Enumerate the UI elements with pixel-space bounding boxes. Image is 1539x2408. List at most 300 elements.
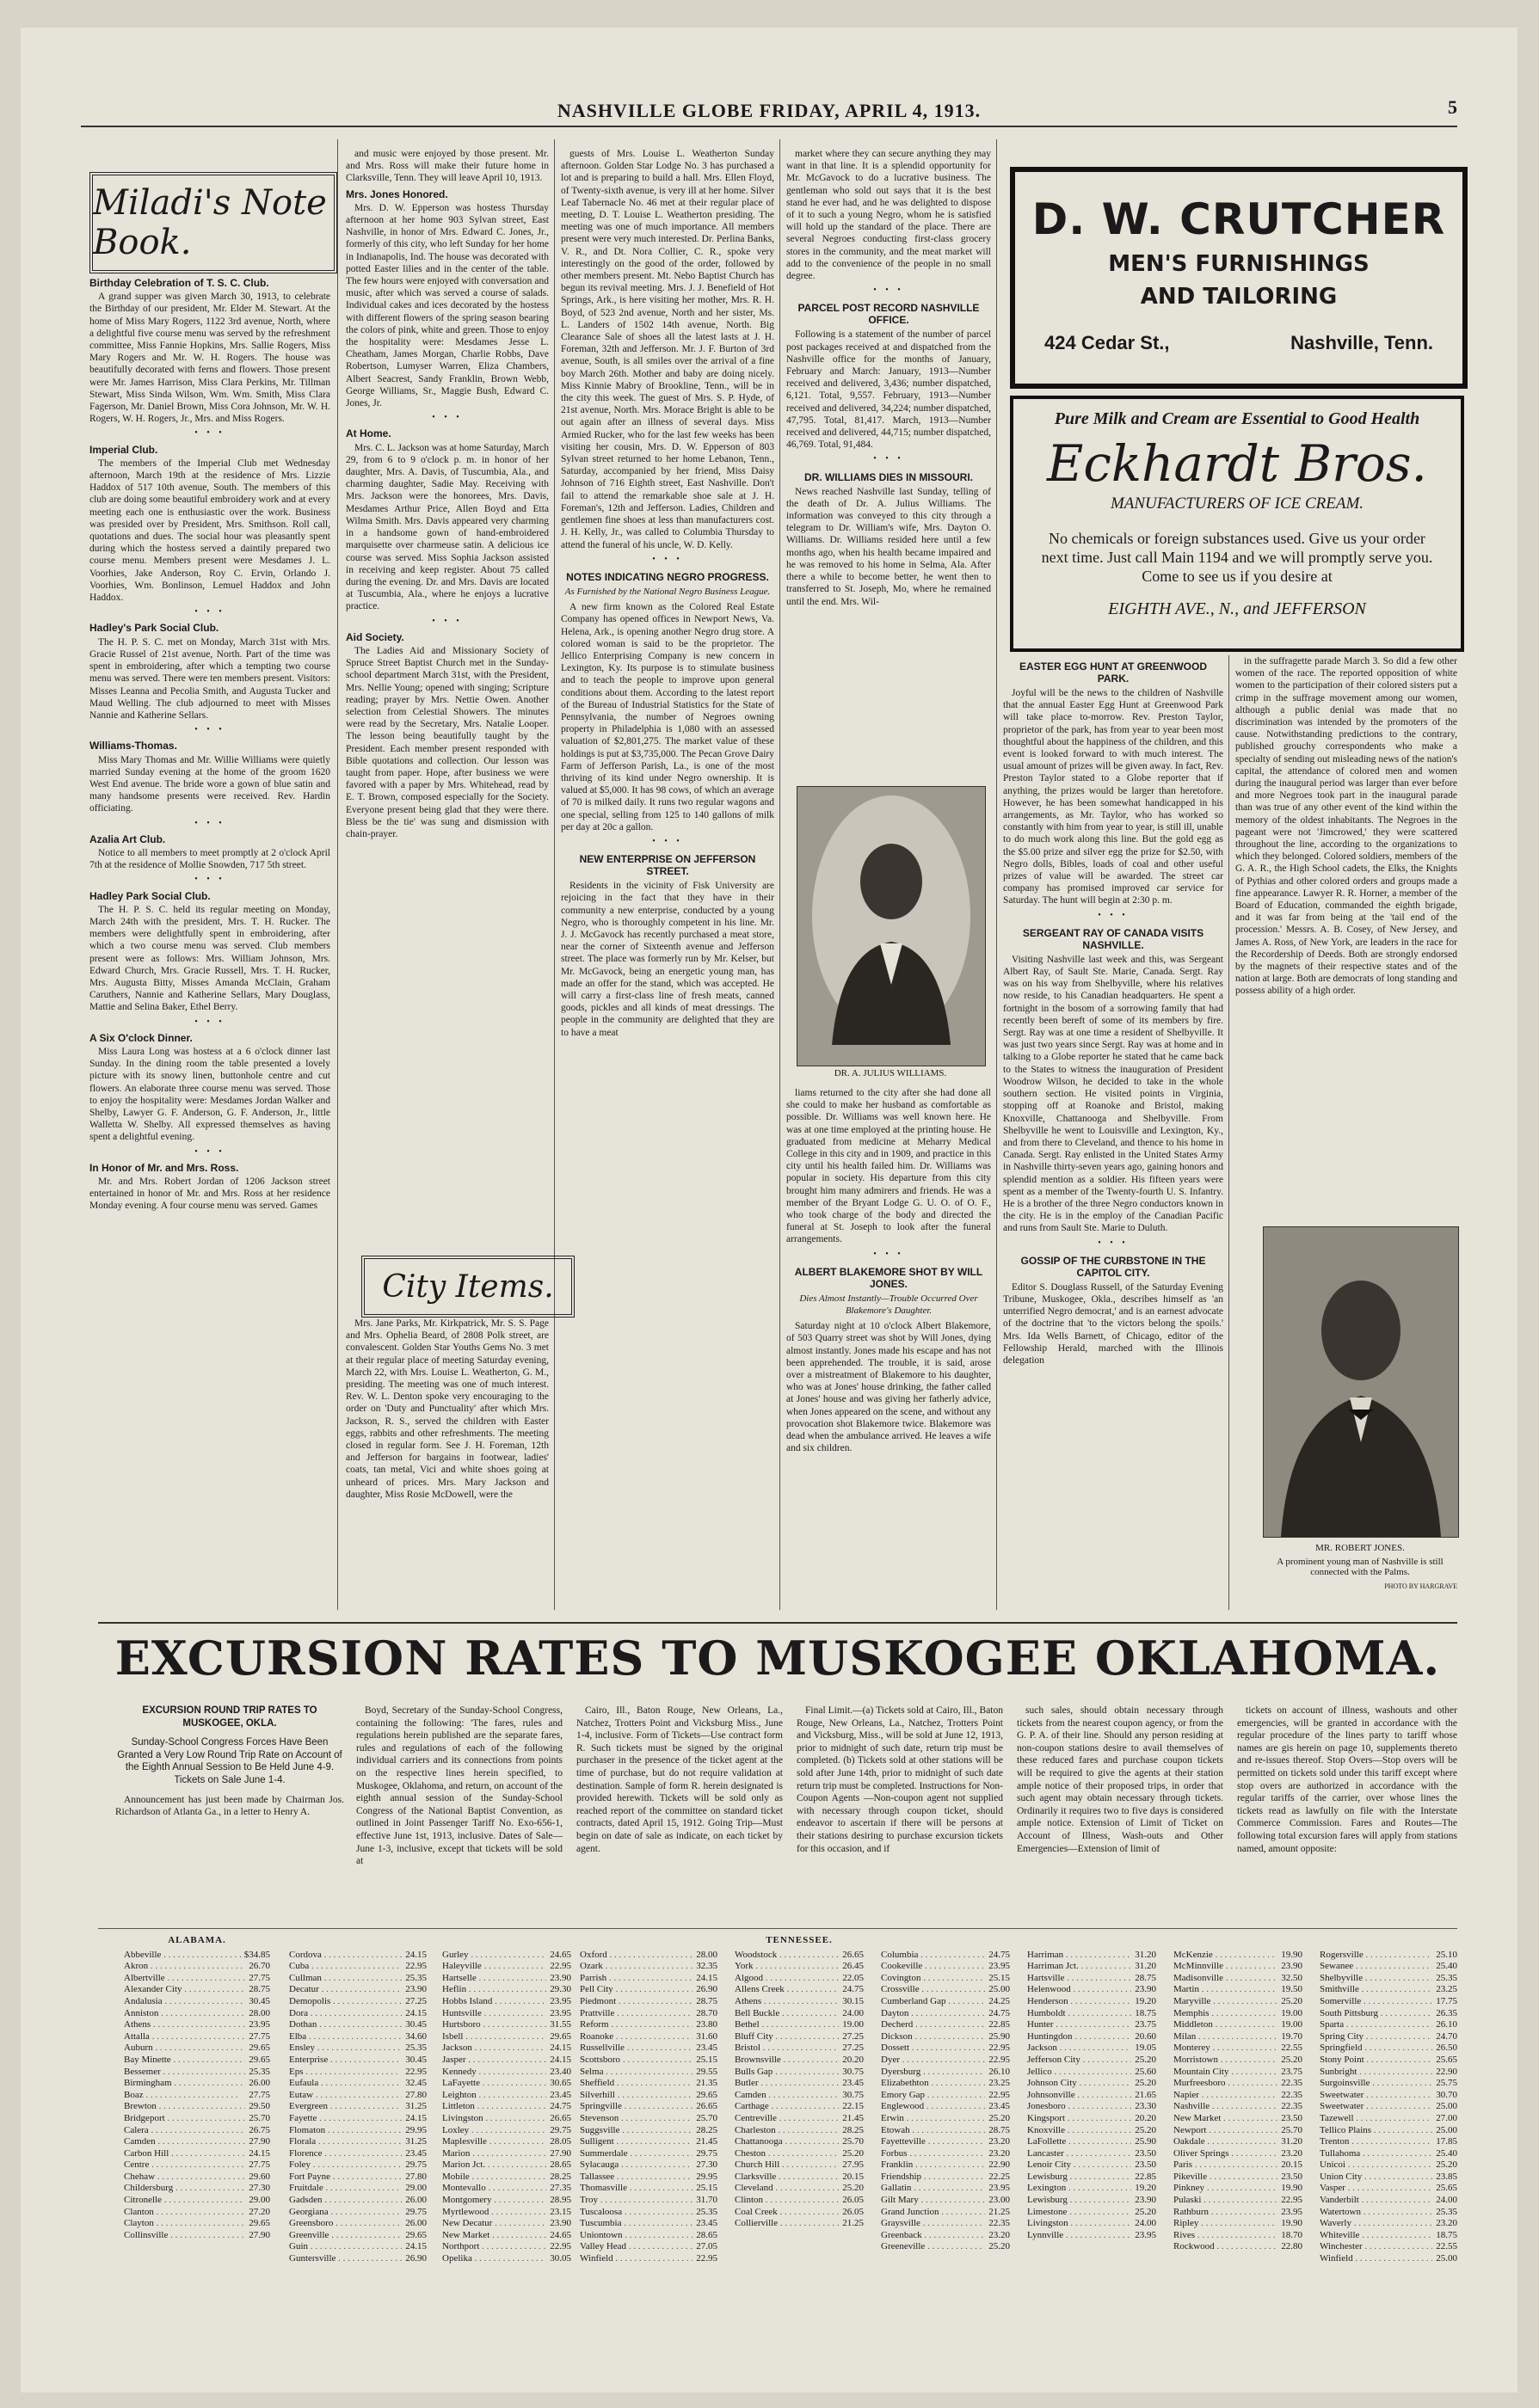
- station-name: Clanton . . .: [124, 2207, 245, 2219]
- station-name: Cuba . . .: [289, 1961, 402, 1973]
- rate-row: [442, 2055, 571, 2067]
- station-name: Prattville . . .: [580, 2008, 693, 2020]
- station-name: Silverhill . . .: [580, 2090, 693, 2102]
- rate-row: [580, 2078, 717, 2090]
- station-name: Enterprise . . .: [289, 2055, 402, 2067]
- separator: • • •: [432, 616, 463, 626]
- station-name: Cumberland Gap . . .: [881, 1996, 985, 2008]
- station-name: Madisonville . . .: [1173, 1973, 1277, 1985]
- rate-row: [1173, 2230, 1302, 2242]
- station-name: Allens Creek . . .: [735, 1984, 839, 1996]
- rate-row: [735, 2136, 864, 2148]
- rate-row: [442, 2230, 571, 2242]
- station-fare: 31.25: [402, 2101, 427, 2113]
- rate-row: [124, 2207, 270, 2219]
- station-name: Northport . . .: [442, 2241, 546, 2253]
- station-fare: 25.20: [1432, 2159, 1457, 2172]
- station-name: Tellico Plains . . .: [1320, 2125, 1432, 2137]
- station-name: New Decatur . . .: [442, 2218, 546, 2230]
- rate-row: [289, 2113, 427, 2125]
- station-fare: 18.75: [1131, 2008, 1156, 2020]
- station-fare: 22.85: [1131, 2172, 1156, 2184]
- station-name: Johnsonville . . .: [1027, 2090, 1131, 2102]
- station-fare: 24.15: [693, 1973, 717, 1985]
- rate-row: [442, 2008, 571, 2020]
- station-fare: 25.35: [402, 1973, 427, 1985]
- negro-progress-text: A new firm known as the Colored Real Estate Company has opened offices in Newport News, Va. Helena, Ark., is opening another Negro drug store. A colored woman is said to be the proprietor. The Jellico Enterprising Company is new concern in Lexington, Ky. Its purpose is to stimulate business and to teach the people to improve upon general conditions about them. According to the latest report of the Bureau of Industrial Statistics for the State of Pennsylvania, the number of Negroes owning property in Philadelphia is 1,080 with an assessed valuation of $2,801,275. The market value of these holdings is put at $3,735,000. The Pecan Grove Dairy Farm of Jefferson Parish, La., is one of the most thriving of its kind under Negro ownership. It is valued at $5,000. It has 98 cows, of which an average of 70 is milked daily. It runs two regular wagons and one special, selling from 125 to 140 gallons of milk per day at 20c a gallon.: [561, 602, 774, 832]
- separator: • • •: [194, 1146, 225, 1157]
- station-fare: 25.35: [693, 2207, 717, 2219]
- station-name: Tuscaloosa . . .: [580, 2207, 693, 2219]
- station-fare: 21.65: [1131, 2090, 1156, 2102]
- photo-caption-dr-williams: DR. A. JULIUS WILLIAMS.: [834, 1068, 947, 1078]
- separator: • • •: [194, 818, 225, 828]
- masthead-title: NASHVILLE GLOBE FRIDAY, APRIL 4, 1913.: [557, 100, 982, 121]
- local-news-text: guests of Mrs. Louise L. Weatherton Sunday afternoon. Golden Star Lodge No. 3 has purchased a lot and is preparing to build a hall. Mrs. Ellen Floyd, of Twenty-sixth avenue, is very ill at her home. Silver Leaf Tabernacle No. 46 met at their regular place of meeting, D. T. Louise L. Weatherton presiding. The meeting was one of much importance. All members present were very much interested. Dr. Perlina Banks, V. R., and Dt. Nora Collier, C. R., spoke very interestingly on the good of the order, followed by other members present. Mt. Nebo Baptist Church has begun its revival meeting. Mrs. J. J. Benefield of Hot Springs, Ark., is here visiting her mother, Mrs. R. H. Boyd, of 523 2nd avenue, North and her sister, Ms. L. Landers of 1502 14th avenue, North. Big Clearance Sale of shoes all the latest lasts at J. H. Foreman, 32th and Jefferson. Mr. J. F. Burton of 3rd avenue, South, is all smiles over the arrival of a fine boy March 26th. Mother and baby are doing nicely. Miss Kinnie Mabry of Brookline, Tenn., will be in the city this week. The guest of Mrs. S. P. Hyde, of 21st avenue, North. Mrs. Morace Bright is able to be out again after an illness of several days. Miss Armied Rucker, who for the last few weeks has been visiting her cousin, Mrs. D. W. Epperson of 803 Sylvan street returned to her home Lebanon, Tenn., Saturday, accompanied by her friend, Miss Daisy Johnson of 716 Eighth street, East Nashville. Don't fail to attend the remarkable shoe sale at J. H. Foreman's, 12th and Jefferson. Ladies, Children and gentlemen fine shoes at less than manufacturers cost. J. H. Kelly, Jr., was called to Columbia Thursday to attend the funeral of his uncle, W. D. Kelly.: [561, 149, 774, 550]
- station-fare: 22.95: [693, 2253, 717, 2265]
- station-fare: 23.40: [546, 2067, 571, 2079]
- station-fare: 19.20: [1131, 1996, 1156, 2008]
- station-name: Summerdale . . .: [580, 2148, 693, 2160]
- station-fare: 24.00: [1432, 2195, 1457, 2207]
- station-fare: 23.90: [546, 1973, 571, 1985]
- station-name: McMinnville . . .: [1173, 1961, 1277, 1973]
- station-fare: 26.45: [839, 1961, 864, 1973]
- station-name: Kingsport . . .: [1027, 2113, 1131, 2125]
- station-name: Cheston . . .: [735, 2148, 839, 2160]
- rate-row: [735, 1996, 864, 2008]
- station-fare: 32.45: [402, 2078, 427, 2090]
- station-name: Memphis . . .: [1173, 2008, 1277, 2020]
- separator: • • •: [194, 875, 225, 885]
- station-name: Hobbs Island . . .: [442, 1996, 546, 2008]
- station-name: Jackson . . .: [1027, 2042, 1131, 2055]
- station-name: Brownsville . . .: [735, 2055, 839, 2067]
- station-fare: 25.35: [1432, 2207, 1457, 2219]
- rate-row: [124, 2078, 270, 2090]
- state-heading: [580, 1935, 717, 1947]
- station-fare: 29.95: [402, 2125, 427, 2137]
- station-name: Mobile . . .: [442, 2172, 546, 2184]
- station-fare: 28.25: [839, 2125, 864, 2137]
- rate-column: [1027, 1935, 1156, 2241]
- station-fare: 23.45: [839, 2078, 864, 2090]
- station-name: Hunter . . .: [1027, 2019, 1131, 2031]
- station-name: Loxley . . .: [442, 2125, 546, 2137]
- station-name: Ozark . . .: [580, 1961, 693, 1973]
- station-name: Springfield . . .: [1320, 2042, 1432, 2055]
- station-name: Carbon Hill . . .: [124, 2148, 245, 2160]
- photo-subcaption-robert-jones: A prominent young man of Nashville is still connected with the Palms.: [1277, 1557, 1444, 1577]
- station-name: Graysville . . .: [881, 2218, 985, 2230]
- rate-row: [580, 2136, 717, 2148]
- station-name: Rathburn . . .: [1173, 2207, 1277, 2219]
- station-fare: 24.75: [985, 1950, 1010, 1962]
- rate-row: [580, 2113, 717, 2125]
- subhead-blakemore: Dies Almost Instantly—Trouble Occurred Over Blakemore's Daughter.: [799, 1293, 978, 1317]
- station-fare: 23.85: [1432, 2172, 1457, 2184]
- section-text: Miss Mary Thomas and Mr. Willie Williams were quietly married Sunday evening at the home of the groom 1620 West End avenue. The bride wore a gown of blue satin and many handsome presents were received. Rev. Hardin officiating.: [89, 754, 330, 814]
- station-fare: 22.05: [839, 1973, 864, 1985]
- station-fare: 29.65: [546, 2031, 571, 2043]
- station-name: Brewton . . .: [124, 2101, 245, 2113]
- station-fare: 29.60: [245, 2172, 270, 2184]
- station-name: Eps . . .: [289, 2067, 402, 2079]
- station-name: Surgoinsville . . .: [1320, 2078, 1432, 2090]
- rate-row: [1173, 2078, 1302, 2090]
- meat-market-text: market where they can secure anything they may want in that line. It is a splendid opportunity for Mr. McGavock to do a lucrative business. The gentleman who sold out says that it is the best stand he ever had, and he was delighted to dispose of it to such a young Negro, whom he is satisfied will hold up the standard of the place. There are several Negroes conducting first-class grocery stores in the community, and the meat market will add to the convenience of the people in no small degree.: [786, 149, 991, 282]
- rate-row: [881, 2101, 1010, 2113]
- rate-row: [442, 2101, 571, 2113]
- station-fare: 25.20: [985, 2241, 1010, 2253]
- station-name: Cordova . . .: [289, 1950, 402, 1962]
- station-fare: 27.25: [839, 2031, 864, 2043]
- station-name: Coal Creek . . .: [735, 2207, 839, 2219]
- station-name: Florala . . .: [289, 2136, 402, 2148]
- station-fare: 26.05: [839, 2195, 864, 2207]
- station-fare: 27.80: [402, 2172, 427, 2184]
- station-name: Livingston . . .: [442, 2113, 546, 2125]
- station-name: Erwin . . .: [881, 2113, 985, 2125]
- rate-row: [1320, 2253, 1457, 2265]
- rate-row: [442, 2148, 571, 2160]
- station-fare: 25.20: [1277, 2055, 1302, 2067]
- rate-column: [735, 1935, 864, 2230]
- station-fare: 25.20: [1277, 1996, 1302, 2008]
- station-fare: $34.85: [241, 1950, 270, 1962]
- eckhardt-body: No chemicals or foreign substances used. Give us your order next time. Just call Main 1194 and we will promptly serve you. Come to see us if you desire at: [1041, 530, 1433, 585]
- rate-row: [1173, 2125, 1302, 2137]
- station-name: Huntingdon . . .: [1027, 2031, 1131, 2043]
- rate-row: [580, 2067, 717, 2079]
- station-fare: 23.50: [1277, 2172, 1302, 2184]
- rate-row: [580, 2253, 717, 2265]
- rate-row: [881, 2241, 1010, 2253]
- rate-row: [124, 2113, 270, 2125]
- station-name: Andalusia . . .: [124, 1996, 245, 2008]
- station-name: Decherd . . .: [881, 2019, 985, 2031]
- portrait-photo-robert-jones: [1263, 1226, 1459, 1538]
- section-text: Mr. and Mrs. Robert Jordan of 1206 Jackson street entertained in honor of Mr. and Mrs. Ross at her residence Monday evening. A four course menu was served. Games: [89, 1176, 330, 1212]
- station-fare: 27.25: [839, 2042, 864, 2055]
- station-fare: 21.45: [693, 2136, 717, 2148]
- station-fare: 25.65: [1432, 2055, 1457, 2067]
- station-name: Spring City . . .: [1320, 2031, 1432, 2043]
- station-name: Winfield . . .: [1320, 2253, 1432, 2265]
- station-fare: 24.00: [1131, 2218, 1156, 2230]
- rate-row: [442, 2253, 571, 2265]
- station-name: Church Hill . . .: [735, 2159, 839, 2172]
- curbstone-gossip-text: Editor S. Douglass Russell, of the Saturday Evening Tribune, Muskogee, Okla., describes himself as 'an unterrified Negro democrat,' and is an earnest advocate of the doctrine that 'to the victors belong the spoils.' Mrs. Ida Wells Barnett, of Chicago, editor of the Fellowship Herald, marched with the Illinois delegation: [1003, 1281, 1223, 1366]
- rate-row: [1027, 2067, 1156, 2079]
- station-fare: 22.15: [839, 2101, 864, 2113]
- rate-row: [580, 2195, 717, 2207]
- station-fare: 26.00: [402, 2218, 427, 2230]
- station-fare: 23.00: [985, 2195, 1010, 2207]
- station-name: Russellville . . .: [580, 2042, 693, 2055]
- rate-row: [1173, 2042, 1302, 2055]
- station-name: Cookeville . . .: [881, 1961, 985, 1973]
- station-name: Scottsboro . . .: [580, 2055, 693, 2067]
- station-name: Elba . . .: [289, 2031, 402, 2043]
- excursion-column-6: [1237, 1705, 1457, 1924]
- rate-row: [124, 1961, 270, 1973]
- station-fare: 29.65: [693, 2090, 717, 2102]
- station-name: Sweetwater . . .: [1320, 2101, 1432, 2113]
- rate-row: [1027, 2136, 1156, 2148]
- station-fare: 23.45: [693, 2218, 717, 2230]
- rate-row: [289, 2067, 427, 2079]
- station-name: Sulligent . . .: [580, 2136, 693, 2148]
- station-fare: 27.75: [245, 2031, 270, 2043]
- station-name: Uniontown . . .: [580, 2230, 693, 2242]
- station-name: Union City . . .: [1320, 2172, 1432, 2184]
- headline-negro-progress: NOTES INDICATING NEGRO PROGRESS.: [566, 570, 769, 583]
- station-fare: 22.95: [402, 2067, 427, 2079]
- excursion-tickets-text: Cairo, Ill., Baton Rouge, New Orleans, La., Natchez, Trotters Point and Vicksburg Miss., June 1-4, inclusive. Form of Tickets—Use contract form R. Such tickets must be signed by the original purchaser in the presence of the ticket agent at the time of purchase, but do not require validation at destination. Sample of form R. herein designated is provided herewith. Tickets will be sold only as reached report of the committee on standard ticket contracts, dated April 15, 1912. Going Trip—Must begin on date of sale as indicate, on each ticket by agent.: [576, 1705, 783, 1854]
- rate-row: [124, 2125, 270, 2137]
- station-name: Jasper . . .: [442, 2055, 546, 2067]
- rate-row: [735, 2207, 864, 2219]
- excursion-column-5: [1017, 1705, 1223, 1924]
- rate-row: [289, 2172, 427, 2184]
- rate-row: [881, 2055, 1010, 2067]
- rate-row: [580, 2207, 717, 2219]
- station-fare: 24.15: [402, 2241, 427, 2253]
- rate-row: [1320, 1996, 1457, 2008]
- rate-row: [1320, 2090, 1457, 2102]
- station-name: Lewisburg . . .: [1027, 2172, 1131, 2184]
- rate-row: [1320, 2101, 1457, 2113]
- station-name: Parrish . . .: [580, 1973, 693, 1985]
- station-name: LaFayette . . .: [442, 2078, 546, 2090]
- rate-row: [881, 2218, 1010, 2230]
- rate-row: [1320, 2067, 1457, 2079]
- rate-row: [881, 2042, 1010, 2055]
- station-name: Demopolis . . .: [289, 1996, 402, 2008]
- rate-row: [1173, 2195, 1302, 2207]
- station-fare: 28.75: [1131, 1973, 1156, 1985]
- station-name: Lewisburg . . .: [1027, 2195, 1131, 2207]
- station-fare: 24.15: [402, 2008, 427, 2020]
- station-name: Bay Minette . . .: [124, 2055, 245, 2067]
- rate-row: [1320, 2218, 1457, 2230]
- station-fare: 26.90: [693, 1984, 717, 1996]
- rate-row: [1027, 2031, 1156, 2043]
- station-fare: 23.20: [1432, 2218, 1457, 2230]
- station-fare: 20.15: [839, 2172, 864, 2184]
- station-name: Bristol . . .: [735, 2042, 839, 2055]
- rate-row: [735, 2113, 864, 2125]
- station-name: Calera . . .: [124, 2125, 245, 2137]
- station-fare: 27.25: [402, 1996, 427, 2008]
- station-name: Dickson . . .: [881, 2031, 985, 2043]
- station-fare: 26.75: [245, 2125, 270, 2137]
- rate-row: [442, 2183, 571, 2195]
- station-fare: 24.25: [985, 1996, 1010, 2008]
- rate-row: [442, 2172, 571, 2184]
- station-fare: 25.90: [985, 2031, 1010, 2043]
- rate-row: [1027, 2230, 1156, 2242]
- station-fare: 23.45: [985, 2101, 1010, 2113]
- station-name: Selma . . .: [580, 2067, 693, 2079]
- station-fare: 23.95: [546, 2008, 571, 2020]
- station-fare: 27.90: [245, 2230, 270, 2242]
- station-name: Dora . . .: [289, 2008, 402, 2020]
- rate-row: [580, 2101, 717, 2113]
- station-fare: 24.70: [1432, 2031, 1457, 2043]
- rate-row: [580, 1961, 717, 1973]
- station-name: Birmingham . . .: [124, 2078, 245, 2090]
- station-fare: 17.75: [1432, 1996, 1457, 2008]
- rate-row: [442, 1950, 571, 1962]
- sergeant-ray-text: Visiting Nashville last week and this, was Sergeant Albert Ray, of Sault Ste. Marie, Canada. Sergt. Ray was on his way from Shelbyville, where his relatives now reside, to his Canadian headquarters. He spent a fortnight in the bosom of a sorrowing family that had recently been bereft of some of its members by fire. Sergt. Ray was at one time a resident of Shelbyville. It was just two years since Sergt. Ray was at home and in talking to a Globe reporter he stated that he came back to the States to witness the inauguration of President Woodrow Wilson, he decided to take in the whole southern section. He visited points in Virginia, stopping off at Roanoke and Bristol, making Knoxville, Chattanooga and Shelbyville. From Shelbyville he went to Louisville and Lexington, Ky., and from there to Cleveland, and thence to his home in Canada. Sergt. Ray enlisted in the United States Army in Nashville thirty-seven years ago, gaining honors and splendid mention as a soldier. His fifteen years were spent as a member of the Twenty-fourth U. S. Infantry. He is a brother of the three Negro conductors known in the city. He is in the employ of the Canadian Pacific and runs from Sault Ste. Marie to Duluth.: [1003, 954, 1223, 1234]
- station-fare: 31.55: [546, 2019, 571, 2031]
- rate-row: [124, 2230, 270, 2242]
- station-name: Montgomery . . .: [442, 2195, 546, 2207]
- station-fare: 22.55: [1277, 2042, 1302, 2055]
- station-fare: 29.00: [402, 2183, 427, 2195]
- rate-row: [1173, 2159, 1302, 2172]
- rate-row: [580, 1996, 717, 2008]
- rate-row: [580, 2241, 717, 2253]
- headline-parcel-post: PARCEL POST RECORD NASHVILLE OFFICE.: [797, 302, 980, 327]
- station-fare: 28.00: [245, 2008, 270, 2020]
- section-heading: At Home.: [346, 427, 391, 440]
- excursion-column-3: [576, 1705, 783, 1924]
- rate-row: [442, 2113, 571, 2125]
- station-fare: 28.95: [546, 2195, 571, 2207]
- station-name: Lancaster . . .: [1027, 2148, 1131, 2160]
- rate-row: [1173, 2218, 1302, 2230]
- rate-row: [289, 1950, 427, 1962]
- rate-row: [289, 1961, 427, 1973]
- station-name: Shelbyville . . .: [1320, 1973, 1432, 1985]
- rate-row: [580, 1950, 717, 1962]
- station-name: Fruitdale . . .: [289, 2183, 402, 2195]
- station-fare: 24.15: [245, 2148, 270, 2160]
- station-fare: 30.75: [839, 2067, 864, 2079]
- rate-row: [289, 1996, 427, 2008]
- station-fare: 30.65: [546, 2078, 571, 2090]
- rate-row: [124, 2090, 270, 2102]
- section-text: The H. P. S. C. met on Monday, March 31st with Mrs. Gracie Russel of 21st avenue, North. Part of the time was spent in embroidering, after which a tempting two course menu was served. There were ten members present. Visitors: Misses Leanna and Pecolia Smith, and Augusta Tucker and Maud Welling. The club adjourned to meet with Misses Nannie and Katherine Sellars.: [89, 636, 330, 721]
- rate-row: [289, 2195, 427, 2207]
- excursion-fares-text: Boyd, Secretary of the Sunday-School Congress, containing the following: 'The fares, rules and regulations herein published are the separate fares, rules and regulations of each of the following individual carriers and its connections from points on the respective lines herein specified, to Muskogee, Oklahoma, and return, on account of the eighth annual session of the Sunday-School Congress of the National Baptist Convention, as outlined in Joint Passenger Tariff No. Exo-656-1, effective June 1st, 1913, inclusive. Dates of Sale—June 1-3, inclusive, except that tickets will be sold at: [356, 1705, 563, 1867]
- station-fare: 24.75: [839, 1984, 864, 1996]
- rate-row: [1173, 2241, 1302, 2253]
- newspaper-page: [21, 28, 1517, 2393]
- station-fare: 30.70: [1432, 2090, 1457, 2102]
- rate-row: [1027, 2008, 1156, 2020]
- eckhardt-brand: Eckhardt Bros.: [1047, 434, 1427, 493]
- rate-row: [1320, 2230, 1457, 2242]
- state-heading: TENNESSEE.: [766, 1935, 833, 1945]
- rate-row: [1027, 2125, 1156, 2137]
- station-name: Dossett . . .: [881, 2042, 985, 2055]
- station-name: Rockwood . . .: [1173, 2241, 1277, 2253]
- rate-row: [124, 2148, 270, 2160]
- station-name: South Pittsburg . . .: [1320, 2008, 1432, 2020]
- rate-row: [735, 2008, 864, 2020]
- rate-row: [289, 1984, 427, 1996]
- station-name: Marion Jct. . . .: [442, 2159, 546, 2172]
- station-fare: 21.25: [985, 2207, 1010, 2219]
- station-fare: 30.45: [402, 2019, 427, 2031]
- station-fare: 22.35: [1277, 2078, 1302, 2090]
- station-fare: 31.20: [1277, 2136, 1302, 2148]
- station-fare: 32.50: [1277, 1973, 1302, 1985]
- rate-row: [289, 2101, 427, 2113]
- station-name: Oliver Springs . . .: [1173, 2148, 1277, 2160]
- rate-row: [1027, 2207, 1156, 2219]
- rate-row: [1173, 2055, 1302, 2067]
- station-name: New Market . . .: [442, 2230, 546, 2242]
- rate-row: [289, 2090, 427, 2102]
- city-items-text: Mrs. Jane Parks, Mr. Kirkpatrick, Mr. S. S. Page and Mrs. Ophelia Beard, of 2808 Polk street, are convalescent. Golden Star Youths Gems No. 3 met at their regular place of meeting Saturday evening, March 22, with Mrs. Louise L. Weatherton, G. M., presiding. The meeting was one of much interest. Rev. W. L. Denton spoke very encouraging to the order on 'Duty and Punctuality' after which Mrs. Jackson, R. S., served the children with Easter eggs, rabbits and other refreshments. The meeting closed in regular form. See J. H. Foreman, 12th and Jefferson for bargains in footwear, ladies' coats, tan metal, Vici and white shoes going at unheard of prices. Mrs. Mary Jackson and daughter, Miss Rosie McDowell, were the: [346, 1318, 549, 1500]
- station-name: Marion . . .: [442, 2148, 546, 2160]
- station-name: Flomaton . . .: [289, 2125, 402, 2137]
- excursion-headline: EXCURSION ROUND TRIP RATES TO MUSKOGEE, OKLA.: [142, 1705, 317, 1729]
- station-fare: 27.30: [245, 2183, 270, 2195]
- rate-row: [1320, 2031, 1457, 2043]
- station-name: Jefferson City . . .: [1027, 2055, 1131, 2067]
- station-name: Heflin . . .: [442, 1984, 546, 1996]
- rate-row: [1027, 2148, 1156, 2160]
- station-fare: 27.75: [245, 2159, 270, 2172]
- rate-row: [1173, 2113, 1302, 2125]
- rate-row: [289, 2078, 427, 2090]
- station-fare: 29.75: [402, 2207, 427, 2219]
- rate-row: [881, 2019, 1010, 2031]
- station-fare: 19.00: [839, 2019, 864, 2031]
- rate-row: [1027, 1973, 1156, 1985]
- rate-row: [1173, 2101, 1302, 2113]
- rate-column: [881, 1935, 1010, 2253]
- station-fare: 24.65: [546, 2230, 571, 2242]
- station-fare: 25.20: [1131, 2055, 1156, 2067]
- rate-row: [580, 1973, 717, 1985]
- rate-row: [735, 2148, 864, 2160]
- station-fare: 22.95: [985, 2055, 1010, 2067]
- station-fare: 26.65: [546, 2113, 571, 2125]
- state-heading: [1027, 1935, 1156, 1947]
- station-fare: 28.75: [245, 1984, 270, 1996]
- separator: • • •: [194, 607, 225, 617]
- station-fare: 19.00: [1277, 2019, 1302, 2031]
- station-fare: 31.60: [693, 2031, 717, 2043]
- rate-row: [124, 2101, 270, 2113]
- station-name: Camden . . .: [124, 2136, 245, 2148]
- eckhardt-location: EIGHTH AVE., N., and JEFFERSON: [1108, 599, 1366, 618]
- station-fare: 24.00: [839, 2008, 864, 2020]
- station-fare: 23.45: [402, 2148, 427, 2160]
- station-fare: 27.90: [245, 2136, 270, 2148]
- rate-row: [124, 2055, 270, 2067]
- rate-row: [1320, 2159, 1457, 2172]
- state-heading: [881, 1935, 1010, 1947]
- rate-row: [580, 2042, 717, 2055]
- station-name: Johnson City . . .: [1027, 2078, 1131, 2090]
- station-name: Newport . . .: [1173, 2125, 1277, 2137]
- rate-row: [1027, 1961, 1156, 1973]
- station-fare: 23.95: [985, 1961, 1010, 1973]
- rate-column: [289, 1935, 427, 2265]
- rate-row: [735, 2031, 864, 2043]
- section-heading: Hadley Park Social Club.: [89, 889, 211, 902]
- station-name: Jonesboro . . .: [1027, 2101, 1131, 2113]
- rate-row: [881, 2148, 1010, 2160]
